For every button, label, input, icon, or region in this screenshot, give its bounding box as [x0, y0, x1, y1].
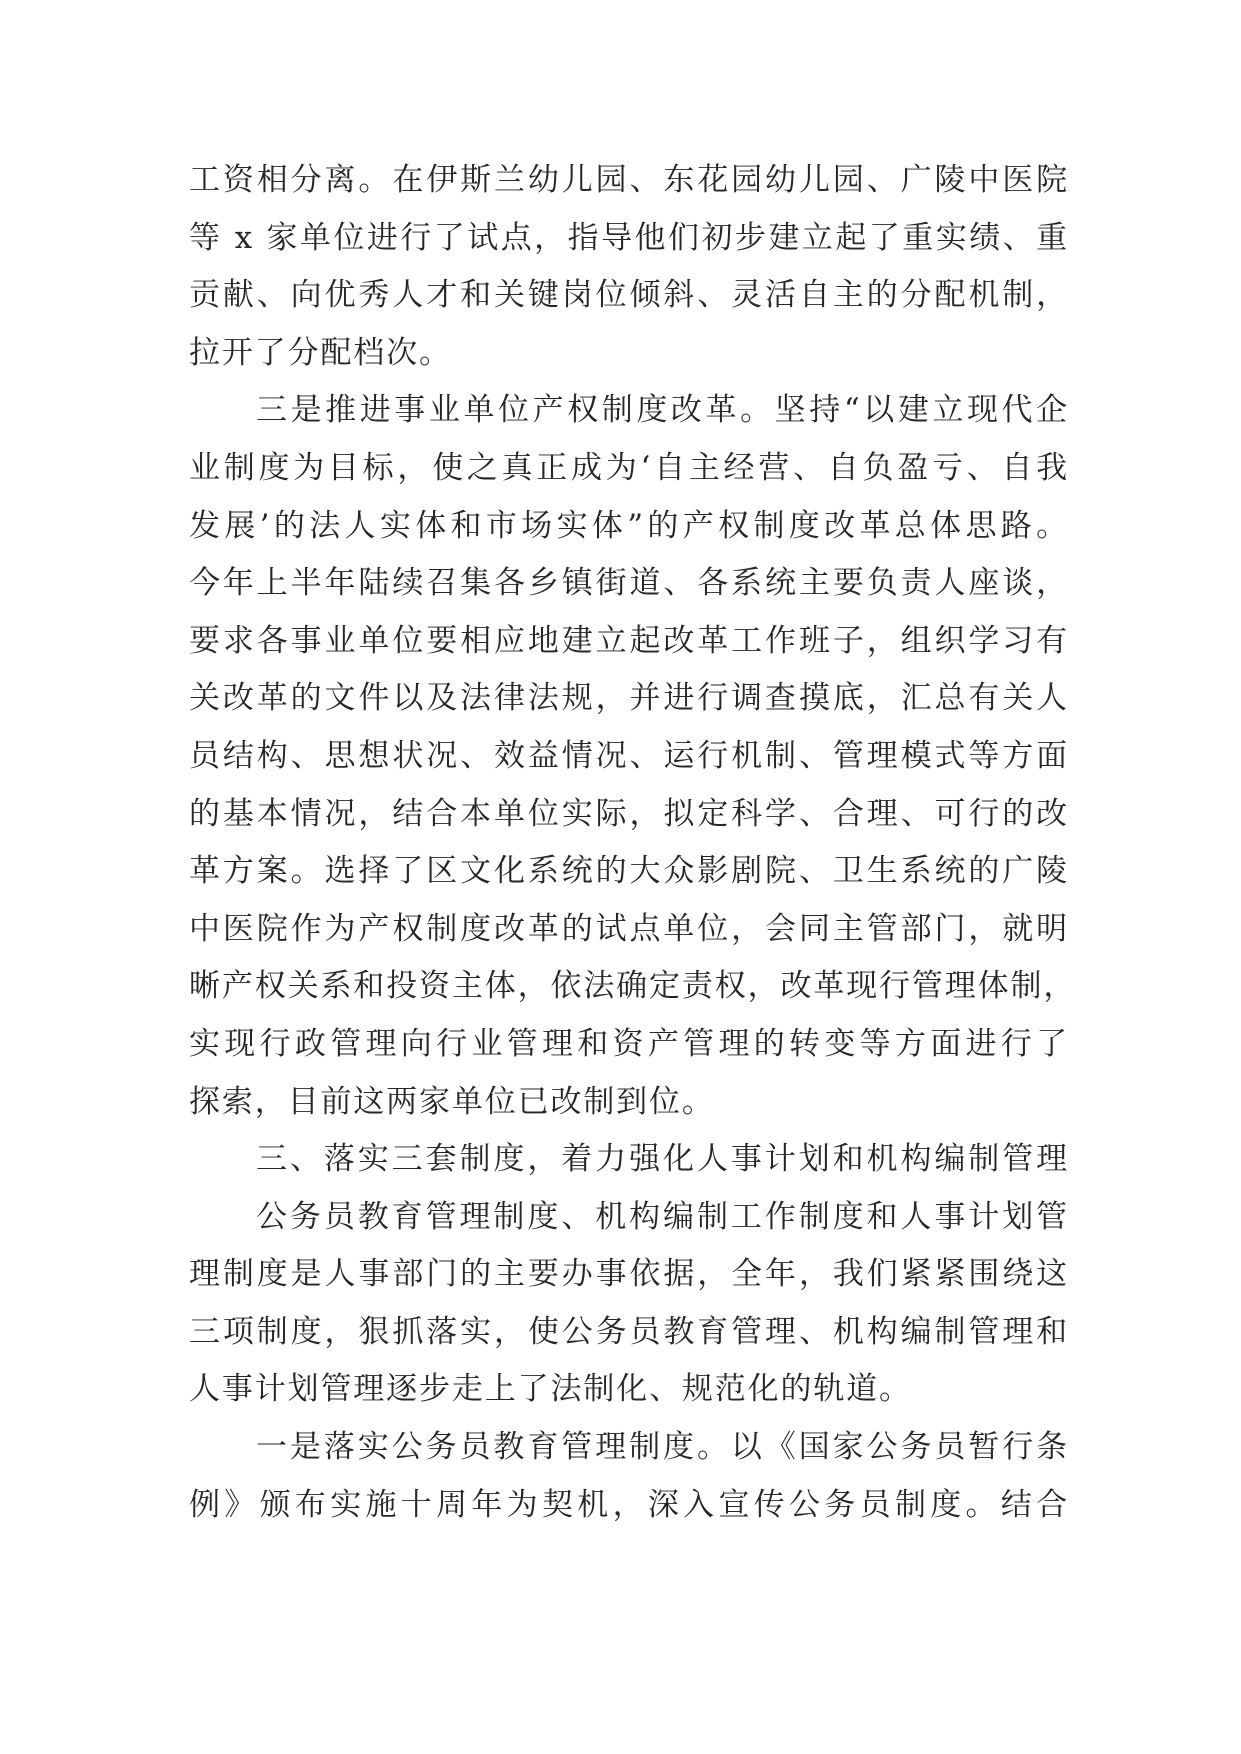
text-line: 贡献、向优秀人才和关键岗位倾斜、灵活自主的分配机制，: [189, 277, 1069, 314]
text-line: 拉开了分配档次。: [189, 334, 452, 371]
text-line: 业制度为目标，使之真正成为‘自主经营、自负盈亏、自我: [189, 449, 1069, 486]
document-body: [189, 152, 1077, 1534]
text-line: 中医院作为产权制度改革的试点单位，会同主管部门，就明: [189, 910, 1069, 947]
text-line: 要求各事业单位要相应地建立起改革工作班子，组织学习有: [189, 622, 1069, 659]
text-line: 公务员教育管理制度、机构编制工作制度和人事计划管: [256, 1198, 1069, 1235]
text-line: 例》颁布实施十周年为契机，深入宣传公务员制度。结合: [189, 1486, 1069, 1523]
text-line: 实现行政管理向行业管理和资产管理的转变等方面进行了: [189, 1025, 1069, 1062]
text-line: 一是落实公务员教育管理制度。以《国家公务员暂行条: [256, 1429, 1069, 1466]
text-line: 员结构、思想状况、效益情况、运行机制、管理模式等方面: [189, 737, 1069, 774]
text-line: 三是推进事业单位产权制度改革。坚持“以建立现代企: [256, 392, 1069, 429]
text-line: 人事计划管理逐步走上了法制化、规范化的轨道。: [189, 1371, 912, 1408]
text-line: 发展’的法人实体和市场实体”的产权制度改革总体思路。: [189, 507, 1069, 544]
text-line: 革方案。选择了区文化系统的大众影剧院、卫生系统的广陵: [189, 853, 1069, 890]
text-line: 的基本情况，结合本单位实际，拟定科学、合理、可行的改: [189, 795, 1069, 832]
text-line: 理制度是人事部门的主要办事依据，全年，我们紧紧围绕这: [189, 1256, 1069, 1293]
text-line: 三、落实三套制度，着力强化人事计划和机构编制管理: [256, 1141, 1069, 1178]
text-line: 工资相分离。在伊斯兰幼儿园、东花园幼儿园、广陵中医院: [189, 162, 1069, 198]
text-line: 三项制度，狠抓落实，使公务员教育管理、机构编制管理和: [189, 1313, 1069, 1350]
text-line: 今年上半年陆续召集各乡镇街道、各系统主要负责人座谈，: [189, 565, 1069, 602]
text-line: 等 x 家单位进行了试点，指导他们初步建立起了重实绩、重: [189, 219, 1069, 256]
text-line: 关改革的文件以及法律法规，并进行调查摸底，汇总有关人: [189, 680, 1069, 717]
text-line: 晰产权关系和投资主体，依法确定责权，改革现行管理体制，: [189, 968, 1077, 1005]
text-line: 探索，目前这两家单位已改制到位。: [189, 1083, 715, 1120]
